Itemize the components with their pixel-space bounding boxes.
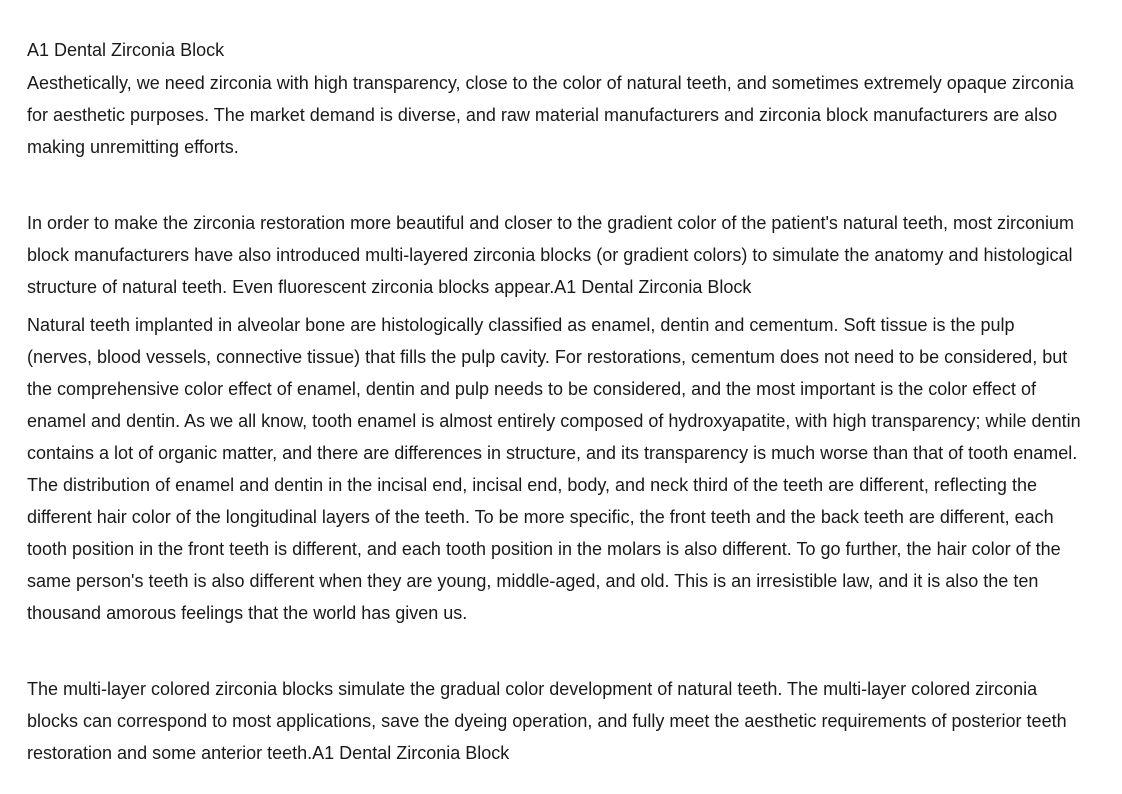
paragraph-multilayer-colored: The multi-layer colored zirconia blocks simulate the gradual color development of natural teeth. The multi-layer colored zirconia blocks can correspond to most applications, save the dyeing operation, and fully meet the aesthetic requirements of posterior teeth restoration and some anterior teeth.A1 Dental Zirconia Block	[27, 679, 1067, 763]
article-title: A1 Dental Zirconia Block	[27, 40, 225, 60]
paragraph-multilayer-intro: In order to make the zirconia restoration more beautiful and closer to the gradient color of the patient's natural teeth, most zirconium block manufacturers have also introduced multi-layered zirconia blocks (or gradient colors) to simulate the anatomy and histological structure of natural teeth. Even fluorescent zirconia blocks appear.A1 Dental Zirconia Block	[27, 213, 1074, 297]
paragraph-spacer	[27, 629, 1082, 673]
paragraph-spacer	[27, 163, 1082, 207]
paragraph-aesthetics: Aesthetically, we need zirconia with high transparency, close to the color of natural teeth, and sometimes extremely opaque zirconia for aesthetic purposes. The market demand is diverse, and raw material manufacturers and zirconia block manufacturers are also making unremitting efforts.	[27, 73, 1074, 157]
paragraph-natural-teeth: Natural teeth implanted in alveolar bone are histologically classified as enamel, dentin and cementum. Soft tissue is the pulp (nerves, blood vessels, connective tissue) that fills the pulp cavity. For restorations, cementum does not need to be considered, but the comprehensive color effect of enamel, dentin and pulp needs to be considered, and the most important is the color effect of enamel and dentin. As we all know, tooth enamel is almost entirely composed of hydroxyapatite, with high transparency; while dentin contains a lot of organic matter, and there are differences in structure, and its transparency is much worse than that of tooth enamel. The distribution of enamel and dentin in the incisal end, incisal end, body, and neck third of the teeth are different, reflecting the different hair color of the longitudinal layers of the teeth. To be more specific, the front teeth and the back teeth are different, each tooth position in the front teeth is different, and each tooth position in the molars is also different. To go further, the hair color of the same person's teeth is also different when they are young, middle-aged, and old. This is an irresistible law, and it is also the ten thousand amorous feelings that the world has given us.	[27, 315, 1081, 623]
